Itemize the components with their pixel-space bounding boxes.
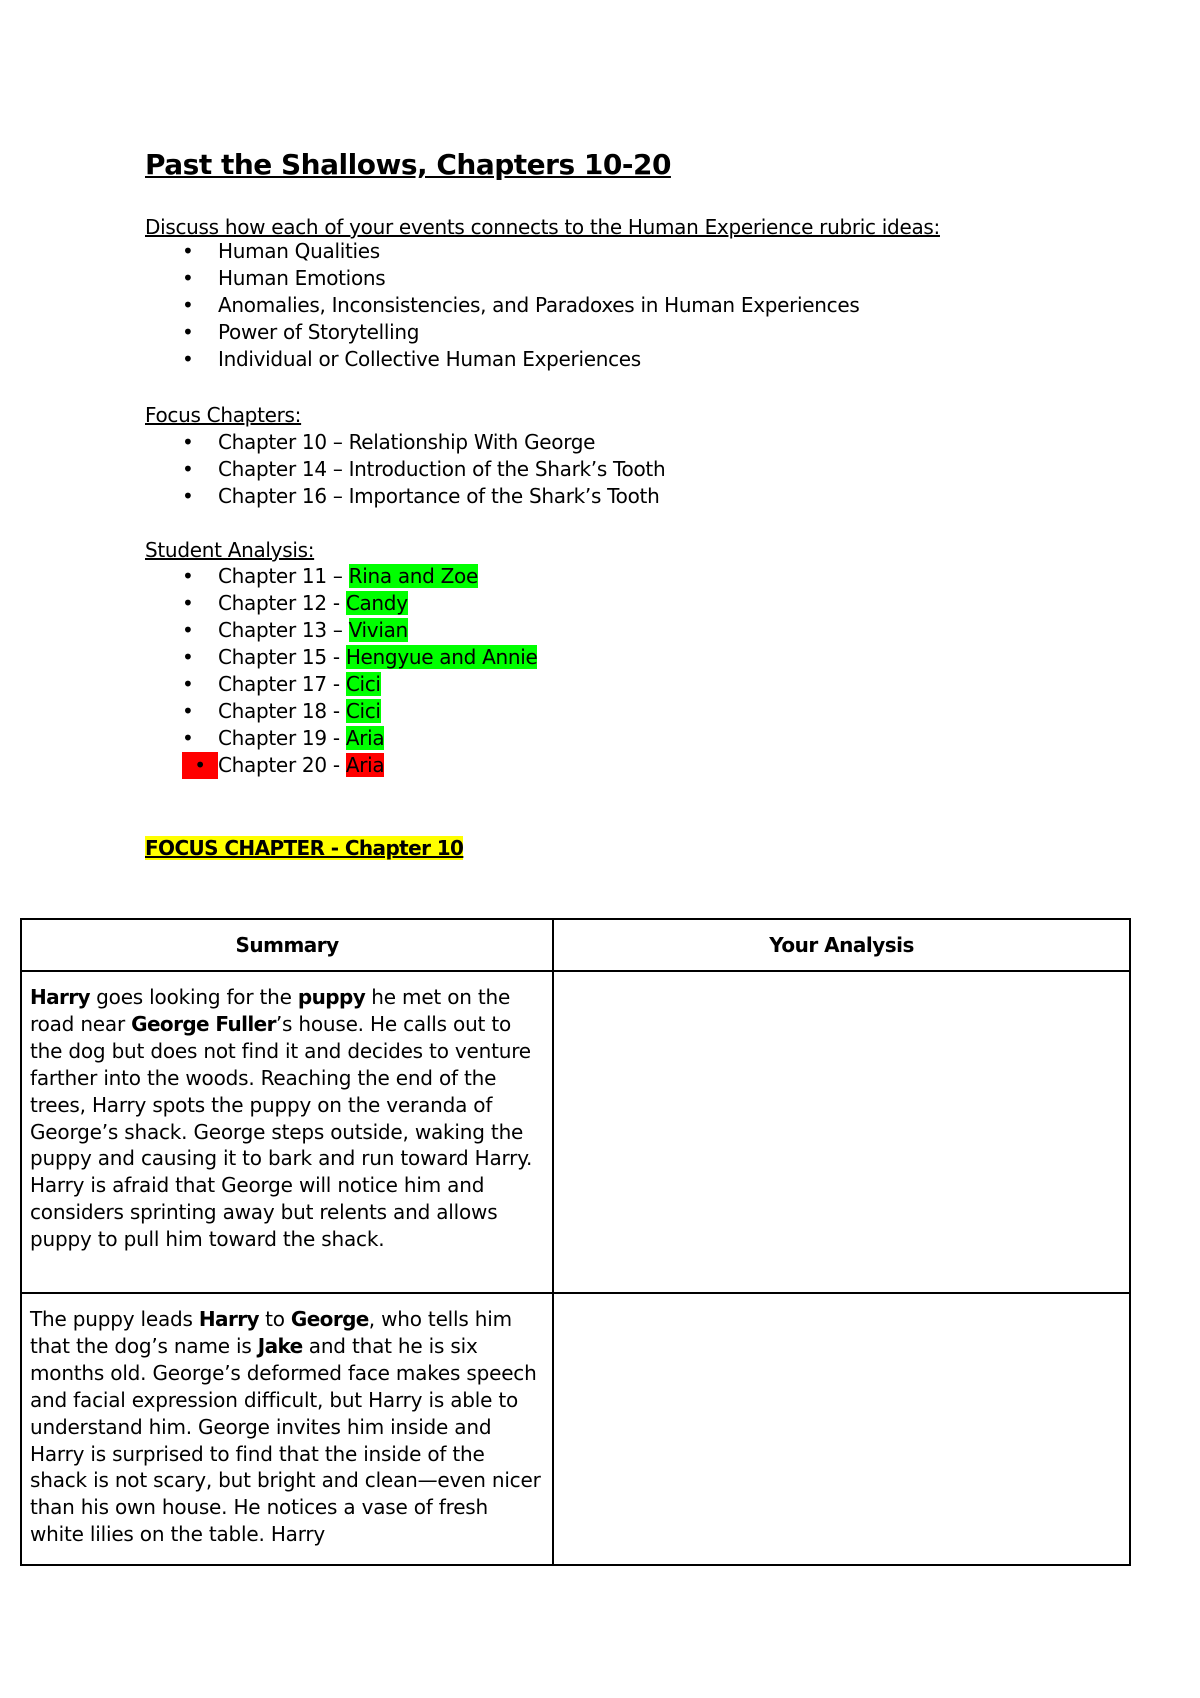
bullet-icon: • (182, 645, 194, 669)
bullet-icon: • (182, 591, 194, 615)
table-header-row (21, 919, 1130, 971)
list-item: • Chapter 13 – Vivian (182, 618, 408, 642)
list-item: • Chapter 14 – Introduction of the Shark’s Tooth (182, 457, 666, 481)
student-name: Rina and Zoe (348, 564, 478, 588)
list-item: • Individual or Collective Human Experiences (182, 347, 641, 371)
student-name: Hengyue and Annie (345, 645, 538, 669)
bullet-icon: • (182, 699, 194, 723)
document-title: Past the Shallows, Chapters 10-20 (145, 148, 671, 181)
student-name: Aria (345, 753, 385, 777)
list-item: • Chapter 16 – Importance of the Shark’s Tooth (182, 484, 660, 508)
focus-chapter-heading: FOCUS CHAPTER - Chapter 10 (145, 836, 464, 860)
list-item: • Power of Storytelling (182, 320, 420, 344)
discuss-heading: Discuss how each of your events connects to the Human Experience rubric ideas: (145, 215, 940, 239)
summary-column-header: Summary (21, 919, 553, 971)
bullet-icon: • (182, 239, 194, 263)
list-item: • Chapter 11 – Rina and Zoe (182, 564, 478, 588)
student-analysis-list (145, 563, 537, 779)
analysis-cell[interactable] (553, 1293, 1130, 1565)
bullet-icon: • (182, 347, 194, 371)
bullet-icon: • (182, 457, 194, 481)
table-row (21, 1293, 1130, 1565)
list-item: • Human Qualities (182, 239, 380, 263)
bullet-icon: • (182, 430, 194, 454)
list-item: • Chapter 19 - Aria (182, 726, 385, 750)
summary-cell: The puppy leads Harry to George, who tells him that the dog’s name is Jake and that he is six months old. George’s deformed face makes speech and facial expression difficult, but Harry is able to understand him. George invites him inside and Harry is surprised to find that the inside of the shack is not scary, but bright and clean—even nicer than his own house. He notices a vase of fresh white lilies on the table. Harry (21, 1293, 553, 1565)
list-item: • Chapter 18 - Cici (182, 699, 381, 723)
bullet-icon: • (182, 320, 194, 344)
student-name: Cici (345, 672, 381, 696)
table-row (21, 971, 1130, 1293)
summary-table (20, 918, 1131, 1566)
list-item: • Chapter 15 - Hengyue and Annie (182, 645, 538, 669)
list-item: • Chapter 10 – Relationship With George (182, 430, 596, 454)
bullet-icon: • (182, 672, 194, 696)
analysis-column-header: Your Analysis (553, 919, 1130, 971)
student-name: Aria (345, 726, 385, 750)
rubric-ideas-list (145, 238, 860, 373)
student-name: Vivian (348, 618, 408, 642)
bullet-icon: • (182, 618, 194, 642)
list-item: • Human Emotions (182, 266, 386, 290)
student-analysis-heading: Student Analysis: (145, 538, 315, 562)
student-name: Cici (345, 699, 381, 723)
bullet-icon: • (182, 752, 218, 779)
bullet-icon: • (182, 726, 194, 750)
analysis-cell[interactable] (553, 971, 1130, 1293)
list-item: • Chapter 12 - Candy (182, 591, 408, 615)
focus-chapters-heading: Focus Chapters: (145, 403, 302, 427)
list-item: • Chapter 20 - Aria (145, 752, 537, 779)
student-name: Candy (345, 591, 408, 615)
bullet-icon: • (182, 266, 194, 290)
list-item: • Chapter 17 - Cici (182, 672, 381, 696)
list-item: • Anomalies, Inconsistencies, and Paradoxes in Human Experiences (182, 293, 860, 317)
bullet-icon: • (182, 564, 194, 588)
focus-chapters-list (145, 429, 665, 510)
bullet-icon: • (182, 484, 194, 508)
summary-cell: Harry goes looking for the puppy he met on the road near George Fuller’s house. He calls out to the dog but does not find it and decides to venture farther into the woods. Reaching the end of the trees, Harry spots the puppy on the veranda of George’s shack. George steps outside, waking the puppy and causing it to bark and run toward Harry. Harry is afraid that George will notice him and considers sprinting away but relents and allows puppy to pull him toward the shack. (21, 971, 553, 1293)
bullet-icon: • (182, 293, 194, 317)
